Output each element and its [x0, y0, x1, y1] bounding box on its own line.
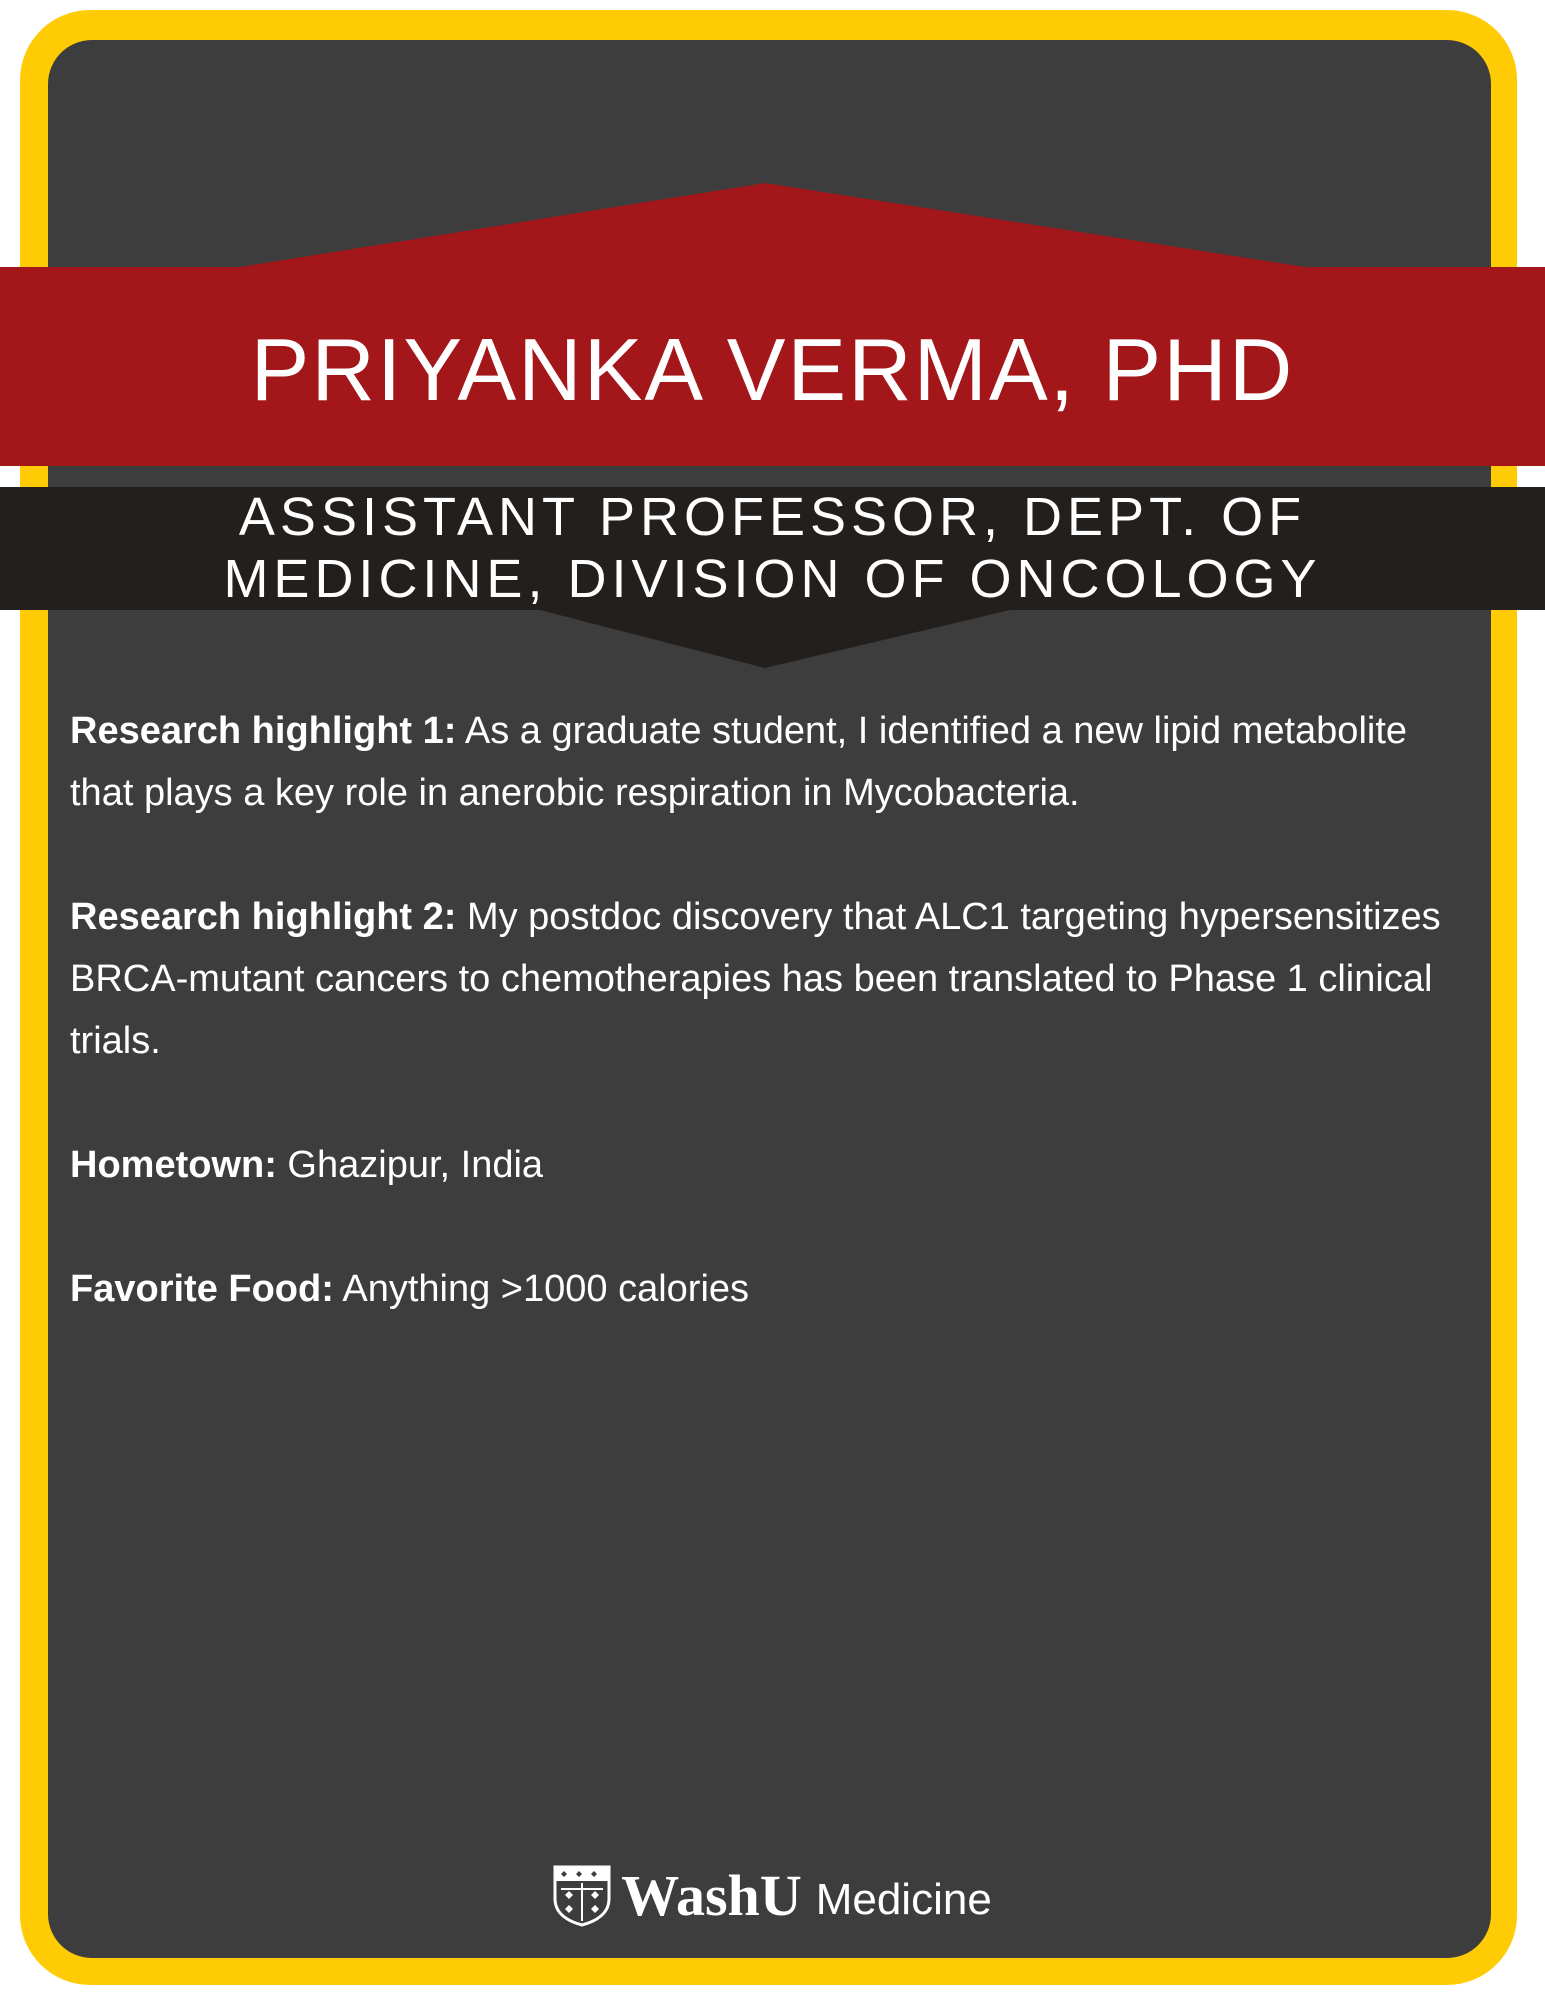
- detail-label: Research highlight 1:: [70, 710, 457, 752]
- detail-text: Ghazipur, India: [276, 1144, 544, 1186]
- detail-text: My postdoc discovery that ALC1 targeting hypersensitizes BRCA-mutant cancers to chemotherapies has been translated to Phase 1 clinical trials.: [70, 896, 1441, 1062]
- detail-text: Anything >1000 calories: [333, 1268, 750, 1310]
- profile-title: ASSISTANT PROFESSOR, DEPT. OF MEDICINE, DIVISION OF ONCOLOGY: [223, 487, 1322, 609]
- detail-research-highlight-1: [70, 700, 1470, 824]
- detail-label: Research highlight 2:: [70, 896, 457, 938]
- washu-medicine-logo: [0, 1862, 1545, 1930]
- profile-name: PRIYANKA VERMA, PHD: [250, 320, 1295, 419]
- detail-text: As a graduate student, I identified a new lipid metabolite that plays a key role in anerobic respiration in Mycobacteria.: [70, 710, 1408, 814]
- detail-label: Hometown:: [70, 1144, 277, 1186]
- washu-shield-icon: [553, 1865, 611, 1927]
- detail-hometown: [70, 1134, 1470, 1196]
- detail-label: Favorite Food:: [70, 1268, 334, 1310]
- brand-subtitle: Medicine: [815, 1875, 992, 1924]
- brand-name: WashU: [621, 1863, 802, 1928]
- profile-details: [70, 700, 1470, 1382]
- detail-favorite-food: [70, 1258, 1470, 1320]
- detail-research-highlight-2: [70, 886, 1470, 1072]
